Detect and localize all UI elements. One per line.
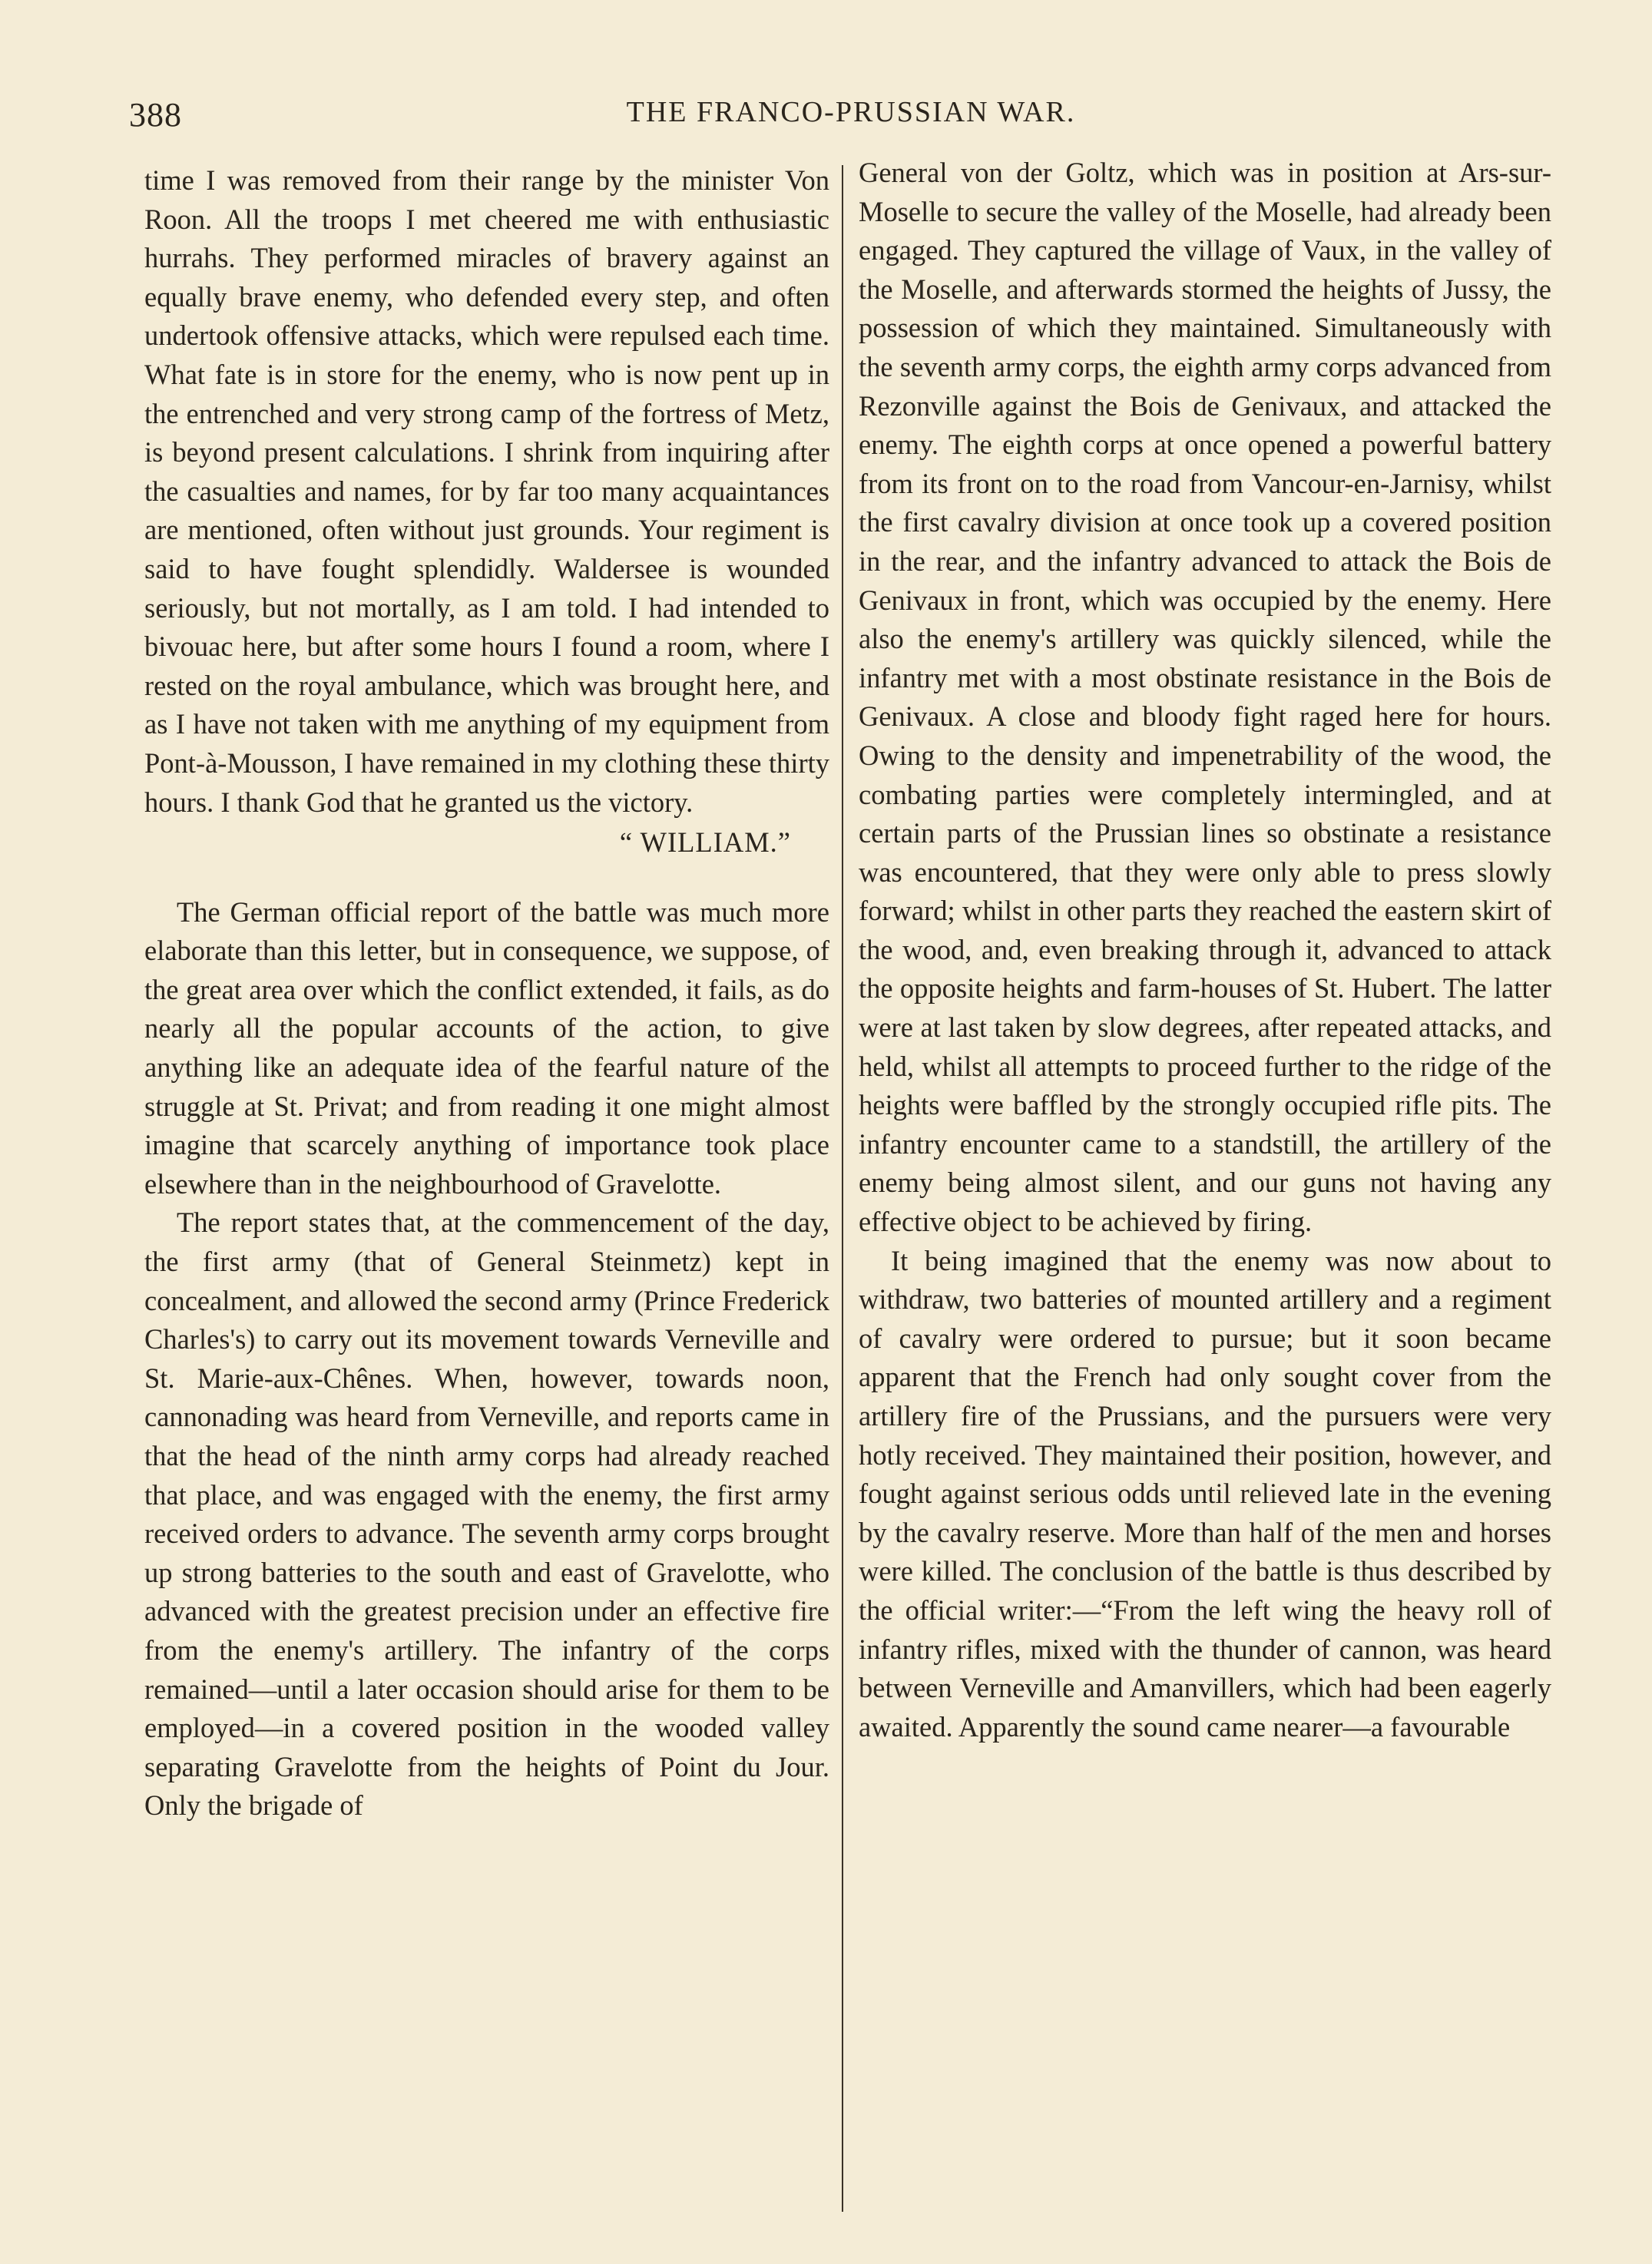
letter-signature: “ WILLIAM.” (619, 826, 791, 859)
right-column (859, 154, 1551, 1746)
left-paragraph-1: The German official report of the battle was much more elaborate than this letter, but in consequence, we suppose, of the great area over which the conflict extended, it fails, as do nearly all the popular accounts of the action, to give anything like an adequate idea of the fearful nature of the struggle at St. Privat; and from reading it one might almost imagine that scarcely anything of importance took place elsewhere than in the neighbourhood of Gravelotte. (144, 895, 829, 1200)
running-title: THE FRANCO-PRUSSIAN WAR. (626, 96, 1076, 128)
letter-text: time I was removed from their range by the minister Von Roon. All the troops I met cheered me with enthusiastic hurrahs. They performed miracles of bravery against an equally brave enemy, who defended every step, and often undertook offensive attacks, which were repulsed each time. What fate is in store for the enemy, who is now pent up in the entrenched and very strong camp of the fortress of Metz, is beyond present calculations. I shrink from inquiring after the casualties and names, for by far too many acquaintances are mentioned, often without just grounds. Your regiment is said to have fought splendidly. Waldersee is wounded seriously, but not mortally, as I am told. I had intended to bivouac here, but after some hours I found a room, where I rested on the royal ambulance, which was brought here, and as I have not taken with me anything of my equipment from Pont-à-Mousson, I have remained in my clothing these thirty hours. I thank God that he granted us the victory. (144, 164, 829, 818)
section-gap (144, 862, 829, 893)
column-divider (842, 165, 843, 2212)
page-header (129, 91, 1573, 144)
left-paragraph-2: The report states that, at the commencement of the day, the first army (that of General Steinmetz) kept in concealment, and allowed the second army (Prince Frederick Charles's) to carry out its movement towards Verneville and St. Marie-aux-Chênes. When, however, towards noon, cannonading was heard from Verneville, and reports came in that the head of the ninth army corps had already reached that place, and was engaged with the enemy, the first army received orders to advance. The seventh army corps brought up strong batteries to the south and east of Gravelotte, who advanced with the greatest precision under an effective fire from the enemy's artillery. The infantry of the corps remained—until a later occasion should arise for them to be employed—in a covered position in the wooded valley separating Gravelotte from the heights of Point du Jour. Only the brigade of (144, 1206, 829, 1822)
page-number: 388 (129, 96, 182, 134)
left-column (144, 161, 829, 1825)
right-paragraph-1: General von der Goltz, which was in position at Ars-sur-Moselle to secure the valley of the Moselle, had already been engaged. They captured the village of Vaux, in the valley of the Moselle, and afterwards stormed the heights of Jussy, the possession of which they maintained. Simultaneously with the seventh army corps, the eighth army corps advanced from Rezonville against the Bois de Genivaux, and attacked the enemy. The eighth corps at once opened a powerful battery from its front on to the road from Vancour-en-Jarnisy, whilst the first cavalry division at once took up a covered position in the rear, and the infantry advanced to attack the Bois de Genivaux in front, which was occupied by the enemy. Here also the enemy's artillery was quickly silenced, while the infantry met with a most obstinate resistance in the Bois de Genivaux. A close and bloody fight raged here for hours. Owing to the density and impenetrability of the wood, the combating parties were completely intermingled, and at certain parts of the Prussian lines so obstinate a resistance was encountered, that they were only able to press slowly forward; whilst in other parts they reached the eastern skirt of the wood, and, even breaking through it, advanced to attack the opposite heights and farm-houses of St. Hubert. The latter were at last taken by slow degrees, after repeated attacks, and held, whilst all attempts to proceed further to the ridge of the heights were baffled by the strongly occupied rifle pits. The infantry encounter came to a standstill, the artillery of the enemy being almost silent, and our guns not having any effective object to be achieved by firing. (859, 157, 1551, 1238)
right-paragraph-2: It being imagined that the enemy was now about to withdraw, two batteries of mounted artillery and a regiment of cavalry were ordered to pursue; but it soon became apparent that the French had only sought cover from the artillery fire of the Prussians, and the pursuers were very hotly received. They maintained their position, however, and fought against serious odds until relieved late in the evening by the cavalry reserve. More than half of the men and horses were killed. The conclusion of the battle is thus described by the official writer:—“From the left wing the heavy roll of infantry rifles, mixed with the thunder of cannon, was heard between Verneville and Amanvillers, which had been eagerly awaited. Apparently the sound came nearer—a favourable (859, 1244, 1551, 1743)
